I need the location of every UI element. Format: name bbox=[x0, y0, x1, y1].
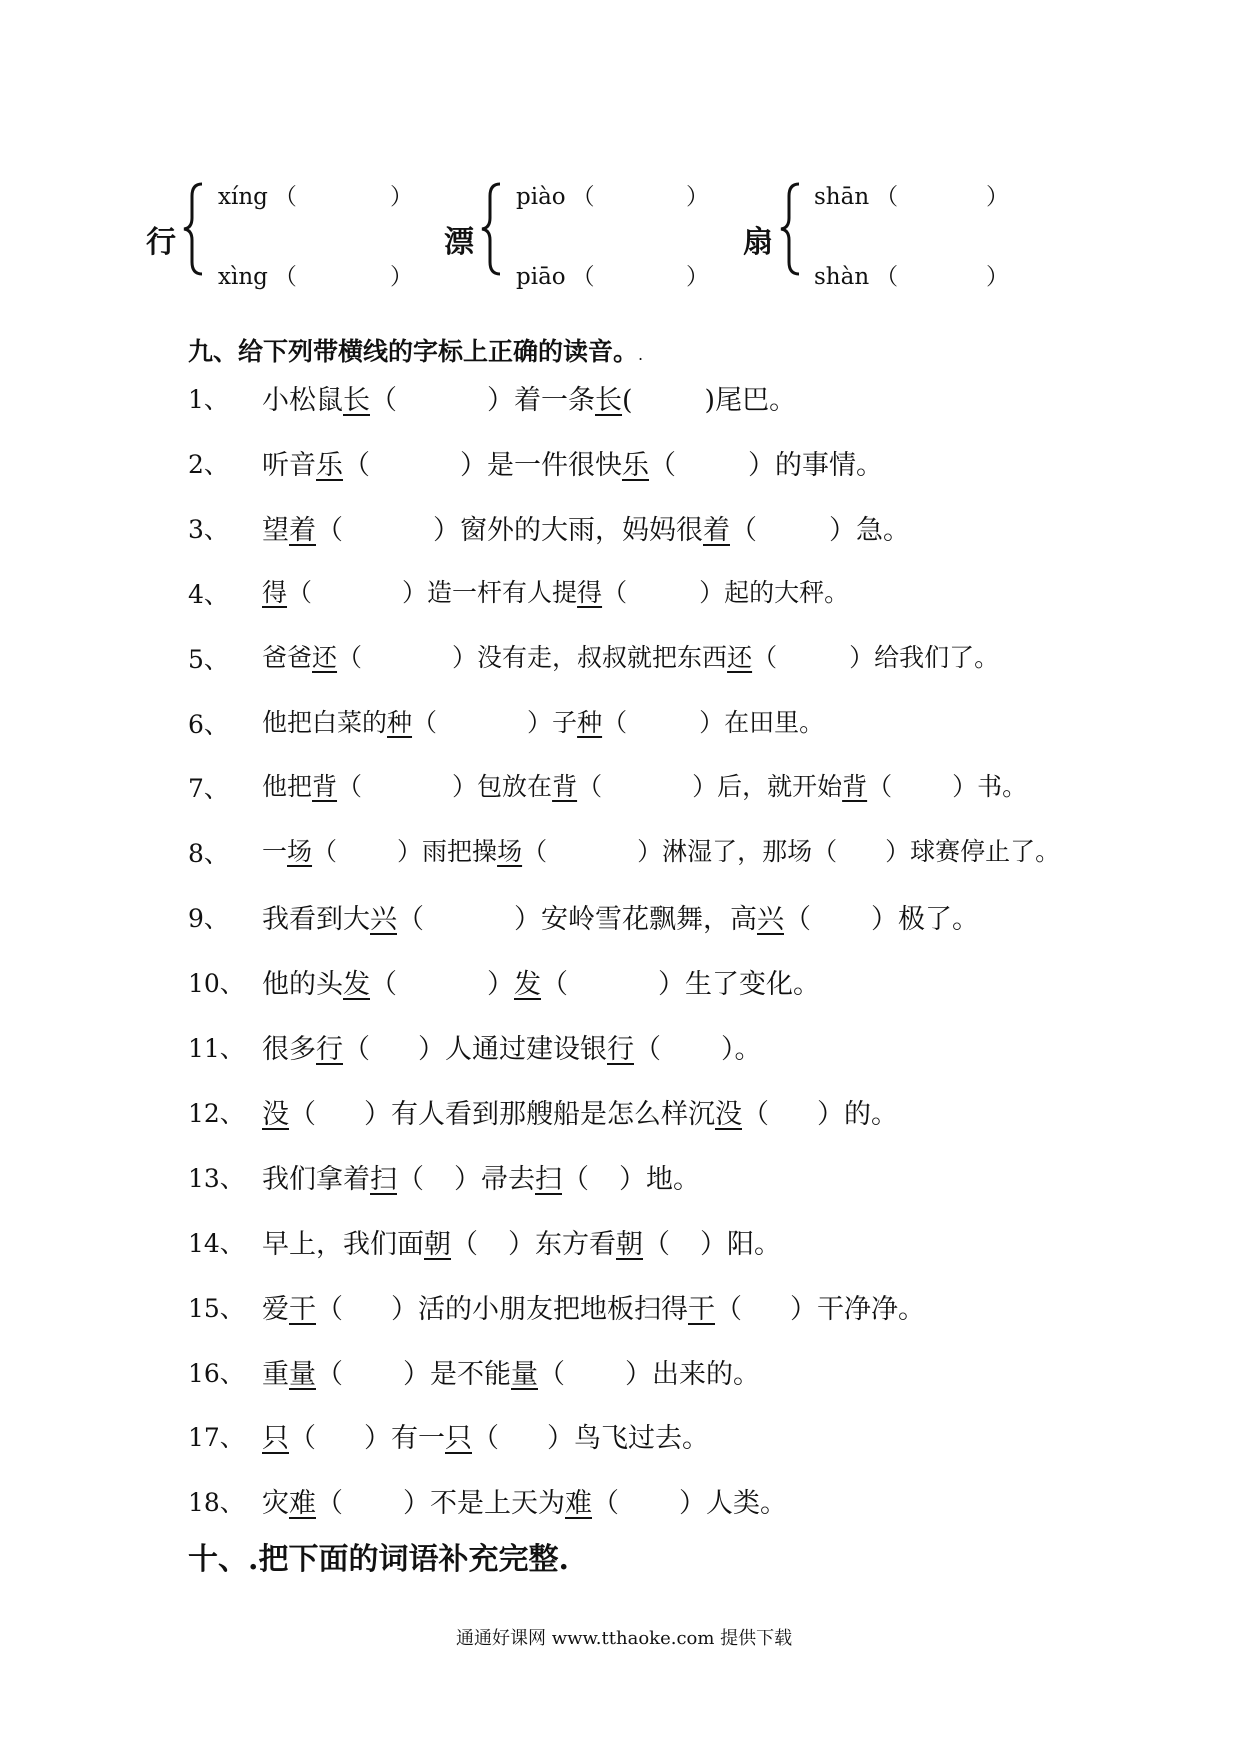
sentence-text: ）急。 bbox=[829, 515, 910, 546]
sentence-text: （ bbox=[337, 772, 363, 801]
item-number: 5、 bbox=[188, 645, 229, 674]
underlined-char: 干 bbox=[289, 1294, 316, 1325]
sentence-text: （ bbox=[577, 772, 603, 801]
exercise-sentence bbox=[262, 1287, 925, 1326]
pinyin-reading: xìng （ bbox=[218, 264, 297, 290]
item-number: 15、 bbox=[188, 1294, 245, 1323]
sentence-text: ）极了。 bbox=[871, 904, 979, 935]
exercise-sentence bbox=[262, 1481, 787, 1520]
item-number: 6、 bbox=[188, 710, 229, 739]
pinyin-reading: shàn （ bbox=[814, 264, 899, 290]
sentence-text: 爸爸 bbox=[262, 643, 313, 672]
sentence-text: ）没有走，叔叔就把东西 bbox=[452, 643, 728, 672]
underlined-char: 背 bbox=[842, 772, 868, 801]
section-9-title: 九、给下列带横线的字标上正确的读音。. bbox=[188, 337, 644, 366]
item-number: 8、 bbox=[188, 839, 229, 868]
item-number: 9、 bbox=[188, 904, 229, 933]
item-number: 13、 bbox=[188, 1164, 245, 1193]
sentence-text: （ bbox=[312, 837, 338, 866]
sentence-text: ）雨把操 bbox=[397, 837, 498, 866]
sentence-text: ）地。 bbox=[619, 1164, 700, 1195]
sentence-text: 重 bbox=[262, 1359, 289, 1390]
sentence-text: （ bbox=[343, 1034, 370, 1065]
underlined-char: 行 bbox=[607, 1034, 634, 1065]
underlined-char: 发 bbox=[343, 969, 370, 1000]
sentence-text: ）有人看到那艘船是怎么样沉 bbox=[364, 1099, 715, 1130]
item-number: 4、 bbox=[188, 580, 229, 609]
sentence-text: ）安岭雪花飘舞，高 bbox=[514, 904, 757, 935]
sentence-text: （ bbox=[337, 643, 363, 672]
sentence-text: （ bbox=[634, 1034, 661, 1065]
sentence-text: （ bbox=[370, 969, 397, 1000]
sentence-text: （ bbox=[412, 708, 438, 737]
sentence-text: （ bbox=[538, 1359, 565, 1390]
underlined-char: 难 bbox=[565, 1488, 592, 1519]
sentence-text: ）给我们了。 bbox=[849, 643, 1000, 672]
sentence-text: 小松鼠 bbox=[262, 385, 343, 416]
item-number: 17、 bbox=[188, 1423, 245, 1452]
answer-close-paren: ） bbox=[390, 184, 413, 210]
sentence-text: ）鸟飞过去。 bbox=[547, 1423, 709, 1454]
sentence-text: （ bbox=[472, 1423, 499, 1454]
underlined-char: 量 bbox=[289, 1359, 316, 1390]
pinyin-reading: xíng （ bbox=[218, 184, 297, 210]
sentence-text: （ bbox=[602, 708, 628, 737]
sentence-text: （ bbox=[562, 1164, 589, 1195]
underlined-char: 朝 bbox=[616, 1229, 643, 1260]
answer-close-paren: ） bbox=[686, 264, 709, 290]
footer-credit: 通通好课网 www.tthaoke.com 提供下载 bbox=[456, 1628, 793, 1649]
item-number: 2、 bbox=[188, 450, 229, 479]
sentence-text: （ bbox=[451, 1229, 478, 1260]
underlined-char: 还 bbox=[312, 643, 338, 672]
pinyin-reading: piào （ bbox=[516, 184, 595, 210]
sentence-text: 爱 bbox=[262, 1294, 289, 1325]
sentence-text: ）起的大秤。 bbox=[699, 578, 850, 607]
underlined-char: 场 bbox=[287, 837, 313, 866]
underlined-char: 长 bbox=[595, 385, 622, 416]
sentence-text: （ bbox=[370, 385, 397, 416]
underlined-char: 得 bbox=[577, 578, 603, 607]
sentence-text: （ bbox=[602, 578, 628, 607]
answer-close-paren: ） bbox=[390, 264, 413, 290]
underlined-char: 干 bbox=[688, 1294, 715, 1325]
exercise-sentence bbox=[262, 832, 1060, 868]
sentence-text: ）人类。 bbox=[679, 1488, 787, 1519]
sentence-text: ）球赛停止了。 bbox=[885, 837, 1061, 866]
underlined-char: 乐 bbox=[622, 450, 649, 481]
polyphone-char: 行 bbox=[146, 225, 176, 260]
underlined-char: 扫 bbox=[370, 1164, 397, 1195]
sentence-text: ）造一杆有人提 bbox=[402, 578, 578, 607]
underlined-char: 量 bbox=[511, 1359, 538, 1390]
sentence-text: （ bbox=[752, 643, 778, 672]
sentence-text: ）生了变化。 bbox=[658, 969, 820, 1000]
exercise-sentence bbox=[262, 1222, 781, 1261]
left-brace-icon bbox=[182, 182, 206, 276]
underlined-char: 还 bbox=[727, 643, 753, 672]
item-number: 10、 bbox=[188, 969, 245, 998]
sentence-text: ）是不能 bbox=[403, 1359, 511, 1390]
underlined-char: 种 bbox=[387, 708, 413, 737]
sentence-text: （ bbox=[541, 969, 568, 1000]
exercise-sentence bbox=[262, 378, 796, 417]
underlined-char: 背 bbox=[552, 772, 578, 801]
sentence-text: 我们拿着 bbox=[262, 1164, 370, 1195]
sentence-text: ）不是上天为 bbox=[403, 1488, 565, 1519]
underlined-char: 难 bbox=[289, 1488, 316, 1519]
sentence-text: 望 bbox=[262, 515, 289, 546]
sentence-text: 很多 bbox=[262, 1034, 316, 1065]
sentence-text: ）窗外的大雨，妈妈很 bbox=[433, 515, 703, 546]
item-number: 18、 bbox=[188, 1488, 245, 1517]
sentence-text: 我看到大 bbox=[262, 904, 370, 935]
sentence-text: ）人通过建设银 bbox=[418, 1034, 607, 1065]
exercise-sentence bbox=[262, 1157, 700, 1196]
exercise-sentence bbox=[262, 1352, 760, 1391]
sentence-text: （ bbox=[289, 1099, 316, 1130]
exercise-sentence bbox=[262, 1027, 762, 1066]
sentence-text: ）帚去 bbox=[454, 1164, 535, 1195]
sentence-text: （ bbox=[316, 1294, 343, 1325]
answer-close-paren: ） bbox=[986, 264, 1009, 290]
sentence-text: ）出来的。 bbox=[625, 1359, 760, 1390]
sentence-text: ）活的小朋友把地板扫得 bbox=[391, 1294, 688, 1325]
sentence-text: ）书。 bbox=[952, 772, 1028, 801]
underlined-char: 兴 bbox=[370, 904, 397, 935]
sentence-text: （ bbox=[522, 837, 548, 866]
item-number: 1、 bbox=[188, 385, 229, 414]
sentence-text: 灾 bbox=[262, 1488, 289, 1519]
sentence-text: ）包放在 bbox=[452, 772, 553, 801]
sentence-text: 早上，我们面 bbox=[262, 1229, 424, 1260]
exercise-sentence bbox=[262, 573, 849, 609]
sentence-text: 他把 bbox=[262, 772, 313, 801]
item-number: 16、 bbox=[188, 1359, 245, 1388]
underlined-char: 发 bbox=[514, 969, 541, 1000]
sentence-text: 一 bbox=[262, 837, 288, 866]
sentence-text: ）干净净。 bbox=[790, 1294, 925, 1325]
sentence-text: ）阳。 bbox=[700, 1229, 781, 1260]
item-number: 7、 bbox=[188, 774, 229, 803]
sentence-text: （ bbox=[316, 1359, 343, 1390]
sentence-text: 他的头 bbox=[262, 969, 343, 1000]
item-number: 3、 bbox=[188, 515, 229, 544]
sentence-text: （ bbox=[784, 904, 811, 935]
sentence-text: （ bbox=[867, 772, 893, 801]
sentence-text: ）的事情。 bbox=[748, 450, 883, 481]
pinyin-reading: shān （ bbox=[814, 184, 899, 210]
sentence-text: （ bbox=[343, 450, 370, 481]
sentence-text: （ bbox=[316, 515, 343, 546]
item-number: 11、 bbox=[188, 1034, 245, 1063]
sentence-text: ）。 bbox=[721, 1034, 762, 1065]
item-number: 14、 bbox=[188, 1229, 245, 1258]
sentence-text: （ bbox=[397, 1164, 424, 1195]
underlined-char: 种 bbox=[577, 708, 603, 737]
sentence-text: ）在田里。 bbox=[699, 708, 825, 737]
underlined-char: 乐 bbox=[316, 450, 343, 481]
item-number: 12、 bbox=[188, 1099, 245, 1128]
answer-close-paren: ） bbox=[686, 184, 709, 210]
sentence-text: ）是一件很快 bbox=[460, 450, 622, 481]
exercise-sentence bbox=[262, 1416, 709, 1455]
answer-close-paren: ） bbox=[986, 184, 1009, 210]
exercise-sentence bbox=[262, 897, 979, 936]
sentence-text: ）东方看 bbox=[508, 1229, 616, 1260]
sentence-text: 听音 bbox=[262, 450, 316, 481]
section-10-title: 十、.把下面的词语补充完整. bbox=[188, 1542, 569, 1577]
sentence-text: （ bbox=[649, 450, 676, 481]
underlined-char: 朝 bbox=[424, 1229, 451, 1260]
sentence-text: 他把白菜的 bbox=[262, 708, 388, 737]
sentence-text: （ bbox=[316, 1488, 343, 1519]
sentence-text: （ bbox=[397, 904, 424, 935]
sentence-text: （ bbox=[715, 1294, 742, 1325]
pinyin-reading: piāo （ bbox=[516, 264, 595, 290]
sentence-text: )尾巴。 bbox=[704, 385, 797, 416]
exercise-sentence bbox=[262, 638, 999, 674]
sentence-text: ( bbox=[622, 385, 633, 416]
sentence-text: （ bbox=[592, 1488, 619, 1519]
underlined-char: 场 bbox=[497, 837, 523, 866]
underlined-char: 只 bbox=[445, 1423, 472, 1454]
sentence-text: （ bbox=[287, 578, 313, 607]
underlined-char: 扫 bbox=[535, 1164, 562, 1195]
sentence-text: ）子 bbox=[527, 708, 578, 737]
sentence-text: ）淋湿了，那场（ bbox=[637, 837, 838, 866]
polyphone-char: 漂 bbox=[444, 225, 474, 260]
underlined-char: 兴 bbox=[757, 904, 784, 935]
exercise-sentence bbox=[262, 508, 910, 547]
exercise-sentence bbox=[262, 767, 1027, 803]
sentence-text: （ bbox=[289, 1423, 316, 1454]
sentence-text: （ bbox=[742, 1099, 769, 1130]
underlined-char: 背 bbox=[312, 772, 338, 801]
exercise-sentence bbox=[262, 703, 824, 739]
underlined-char: 着 bbox=[289, 515, 316, 546]
exercise-sentence bbox=[262, 1092, 898, 1131]
underlined-char: 长 bbox=[343, 385, 370, 416]
underlined-char: 行 bbox=[316, 1034, 343, 1065]
sentence-text: ）的。 bbox=[817, 1099, 898, 1130]
left-brace-icon bbox=[480, 182, 504, 276]
sentence-text: ）着一条 bbox=[487, 385, 595, 416]
left-brace-icon bbox=[779, 182, 803, 276]
underlined-char: 着 bbox=[703, 515, 730, 546]
polyphone-char: 扇 bbox=[743, 225, 773, 260]
exercise-sentence bbox=[262, 443, 883, 482]
sentence-text: （ bbox=[730, 515, 757, 546]
sentence-text: ）有一 bbox=[364, 1423, 445, 1454]
sentence-text: ）后，就开始 bbox=[692, 772, 843, 801]
underlined-char: 得 bbox=[262, 578, 288, 607]
sentence-text: （ bbox=[643, 1229, 670, 1260]
underlined-char: 没 bbox=[262, 1099, 289, 1130]
underlined-char: 只 bbox=[262, 1423, 289, 1454]
exercise-sentence bbox=[262, 962, 820, 1001]
sentence-text: ） bbox=[487, 969, 514, 1000]
underlined-char: 没 bbox=[715, 1099, 742, 1130]
